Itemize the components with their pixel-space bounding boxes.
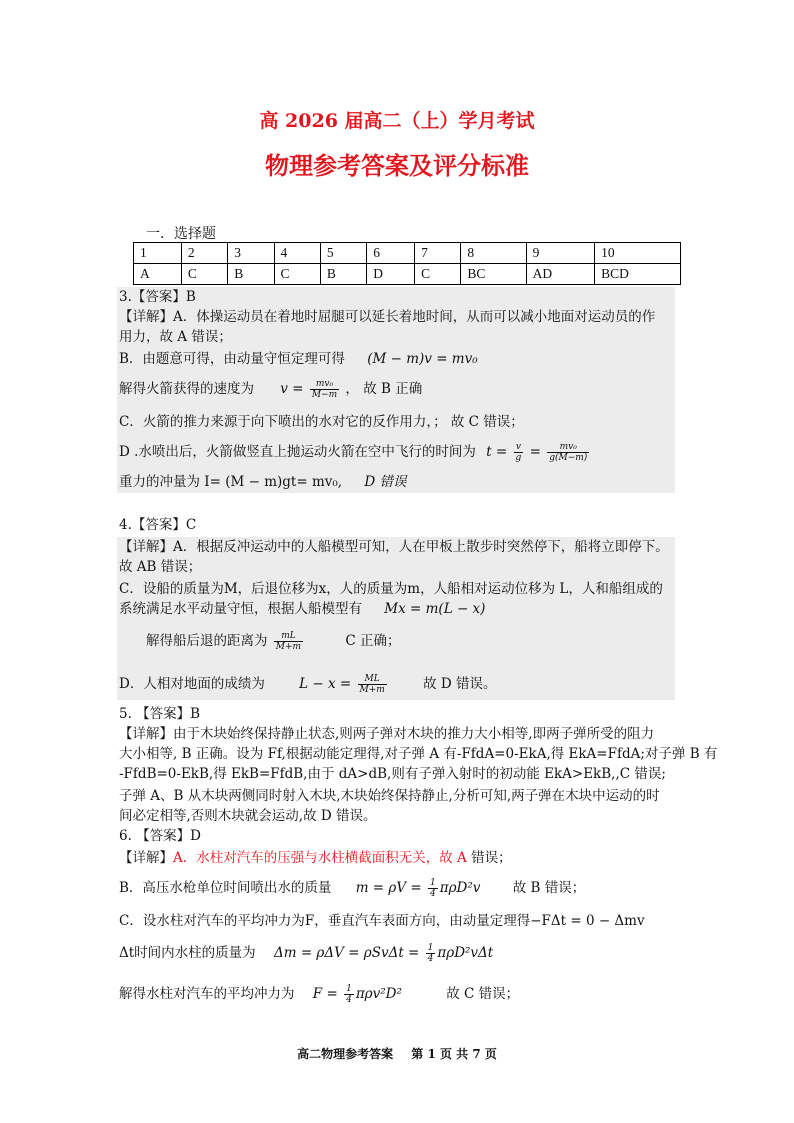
answer-table [133,242,681,285]
q6-f-result: 故 C 错误； [446,986,520,1002]
fraction-denominator: 4 [346,995,352,1005]
q6-a-red-text: A．水柱对汽车的压强与水柱横截面积无关，故 A [173,850,467,866]
q4-s-result: C 正确； [345,633,401,649]
table-cell: 4 [274,243,320,264]
q6-average-force [119,984,519,1005]
fraction-numerator: v [514,442,524,453]
table-cell: 6 [367,243,415,264]
q5-answer: 5. 【答案】B [119,706,201,722]
q6-detail-a [119,848,512,868]
table-cell: 1 [134,243,182,264]
q6-dt-text: Δt时间内水柱的质量为 [119,945,256,961]
fraction-denominator: M−m [311,390,338,400]
table-cell: C [274,264,320,285]
q6-b-formula-left: m = ρV = [355,880,422,896]
section-label: 一．选择题 [146,226,216,242]
q6-a-suffix: 错误； [466,850,512,866]
answer-table-number-row [134,243,681,264]
q4-option-c-line2 [119,599,485,619]
answer-table-answer-row [134,264,681,285]
q3-option-c: C．火箭的推力来源于向下喷出的水对它的反作用力，； 故 C 错误； [119,414,524,430]
q3-d-eq: = [529,444,541,460]
q4-c-text: 系统满足水平动量守恒，根据人船模型有 [119,601,362,617]
table-cell: D [367,264,415,285]
q4-distance [146,631,401,652]
q3-impulse [119,472,407,492]
table-cell: 10 [595,243,681,264]
q4-option-d [119,674,497,695]
q3-velocity [119,379,422,400]
q4-option-c-line1: C．设船的质量为M，后退位移为x，人的质量为m，人船相对运动位移为 L，人和船组成的 [119,581,663,597]
q6-option-b [119,878,585,899]
table-cell: 3 [228,243,274,264]
q4-c-formula: Mx = m(L − x) [384,601,486,617]
table-cell: AD [526,264,594,285]
q6-option-c: C．设水柱对汽车的平均冲力为F，垂直汽车表面方向，由动量定理得−FΔt = 0 − Δmv [119,913,645,929]
q4-answer: 4.【答案】C [119,517,197,533]
footer-title: 高二物理参考答案 [297,1047,394,1061]
q3-v-fraction [310,379,339,400]
q6-dt-formula-left: Δm = ρΔV = ρSvΔt = [273,945,420,961]
page-footer [0,1045,794,1062]
fraction-denominator: M+m [359,685,385,695]
fraction-numerator: ML [358,674,387,685]
q6-dt-formula-right: πρD²vΔt [437,945,494,961]
exam-title: 高 2026 届高二（上）学月考试 [259,110,535,132]
table-cell: 7 [415,243,461,264]
q6-mass-in-dt [119,943,493,964]
q6-b-result: 故 B 错误； [512,880,586,896]
q3-d-fraction-2 [547,442,589,463]
fraction-numerator: mL [274,631,303,642]
table-cell: C [181,264,227,285]
q3-v-text: 解得火箭获得的速度为 [119,381,254,397]
q3-d-fraction-1 [514,442,524,463]
q4-detail-a-line2: 故 AB 错误； [119,559,202,575]
fraction-denominator: 4 [430,889,436,899]
fraction-numerator: mv₀ [547,442,589,453]
q6-dt-quarter [426,943,436,964]
q5-detail-line1: 【详解】由于木块始终保持静止状态,则两子弹对木块的推力大小相等,即两子弹所受的阻力 [119,726,655,742]
q6-f-quarter [344,984,354,1005]
q4-d-text: D．人相对地面的成绩为 [119,676,265,692]
table-cell: C [415,264,461,285]
q6-answer: 6. 【答案】D [119,828,201,844]
q6-a-prefix: 【详解】 [119,850,173,866]
table-cell: A [134,264,182,285]
q3-v-result: ， 故 B 正确 [345,381,423,397]
q6-b-text: B．高压水枪单位时间喷出水的质量 [119,880,332,896]
q3-answer: 3.【答案】B [119,289,196,305]
q3-option-d [119,442,591,463]
q3-v-lhs: v = [280,381,304,397]
q4-s-text: 解得船后退的距离为 [146,633,268,649]
fraction-denominator: M+m [275,642,302,652]
q6-b-formula-right: πρD²v [439,880,481,896]
fraction-denominator: 4 [427,954,434,964]
q3-d-text: D .水喷出后，火箭做竖直上抛运动火箭在空中飞行的时间为 [119,444,476,460]
q6-f-formula-left: F = [312,986,338,1002]
footer-page-number: 第 1 页 共 7 页 [411,1047,497,1061]
table-cell: 2 [181,243,227,264]
table-cell: BCD [595,264,681,285]
q3-e-result: D 错误 [364,474,407,490]
q5-detail-line4: 子弹 A、B 从木块两侧同时射入木块,木块始终保持静止,分析可知,两子弹在木块中运动的时 [119,788,660,804]
table-cell: B [320,264,366,285]
q3-d-t: t = [486,444,508,460]
table-cell: BC [461,264,526,285]
q6-f-formula-right: πρv²D² [355,986,402,1002]
q3-option-b [119,349,478,369]
fraction-numerator: 1 [430,878,436,888]
table-cell: B [228,264,274,285]
q4-d-result: 故 D 错误。 [423,676,497,692]
table-cell: 8 [461,243,526,264]
q5-detail-line5: 间必定相等,否则木块就会运动,故 D 错误。 [119,808,377,824]
q5-detail-line2: 大小相等, B 正确。设为 Ff,根据动能定理得,对子弹 A 有-FfdA=0-EkA,得 EkA=FfdA;对子弹 B 有 [119,746,718,762]
table-cell: 9 [526,243,594,264]
q6-b-quarter [428,878,438,899]
exam-subtitle: 物理参考答案及评分标准 [265,151,529,180]
q5-detail-line3: -FfdB=0-EkB,得 EkB=FfdB,由于 dA>dB,则有子弹入射时的初动能 EkA>EkB,,C 错误; [119,766,666,782]
q4-d-fraction [358,674,387,695]
q3-e-text: 重力的冲量为 I= (M − m)gt= mv₀, [119,474,343,490]
q6-f-text: 解得水柱对汽车的平均冲力为 [119,986,295,1002]
q3-detail-a-line1: 【详解】A．体操运动员在着地时屈腿可以延长着地时间，从而可以减小地面对运动员的作 [119,309,656,325]
fraction-denominator: g [515,453,522,463]
fraction-numerator: 1 [346,984,352,994]
q4-d-lhs: L − x = [299,676,352,692]
table-cell: 5 [320,243,366,264]
q4-detail-a-line1: 【详解】A．根据反冲运动中的人船模型可知，人在甲板上散步时突然停下，船将立即停下。 [119,539,669,555]
q3-b-text: B．由题意可得，由动量守恒定理可得 [119,351,345,367]
q3-b-formula: (M − m)v = mv₀ [367,351,478,367]
q4-s-fraction [274,631,303,652]
fraction-denominator: g(M−m) [549,453,588,463]
fraction-numerator: mv₀ [310,379,339,390]
fraction-numerator: 1 [427,943,434,953]
q3-detail-a-line2: 用力，故 A 错误； [119,329,232,345]
